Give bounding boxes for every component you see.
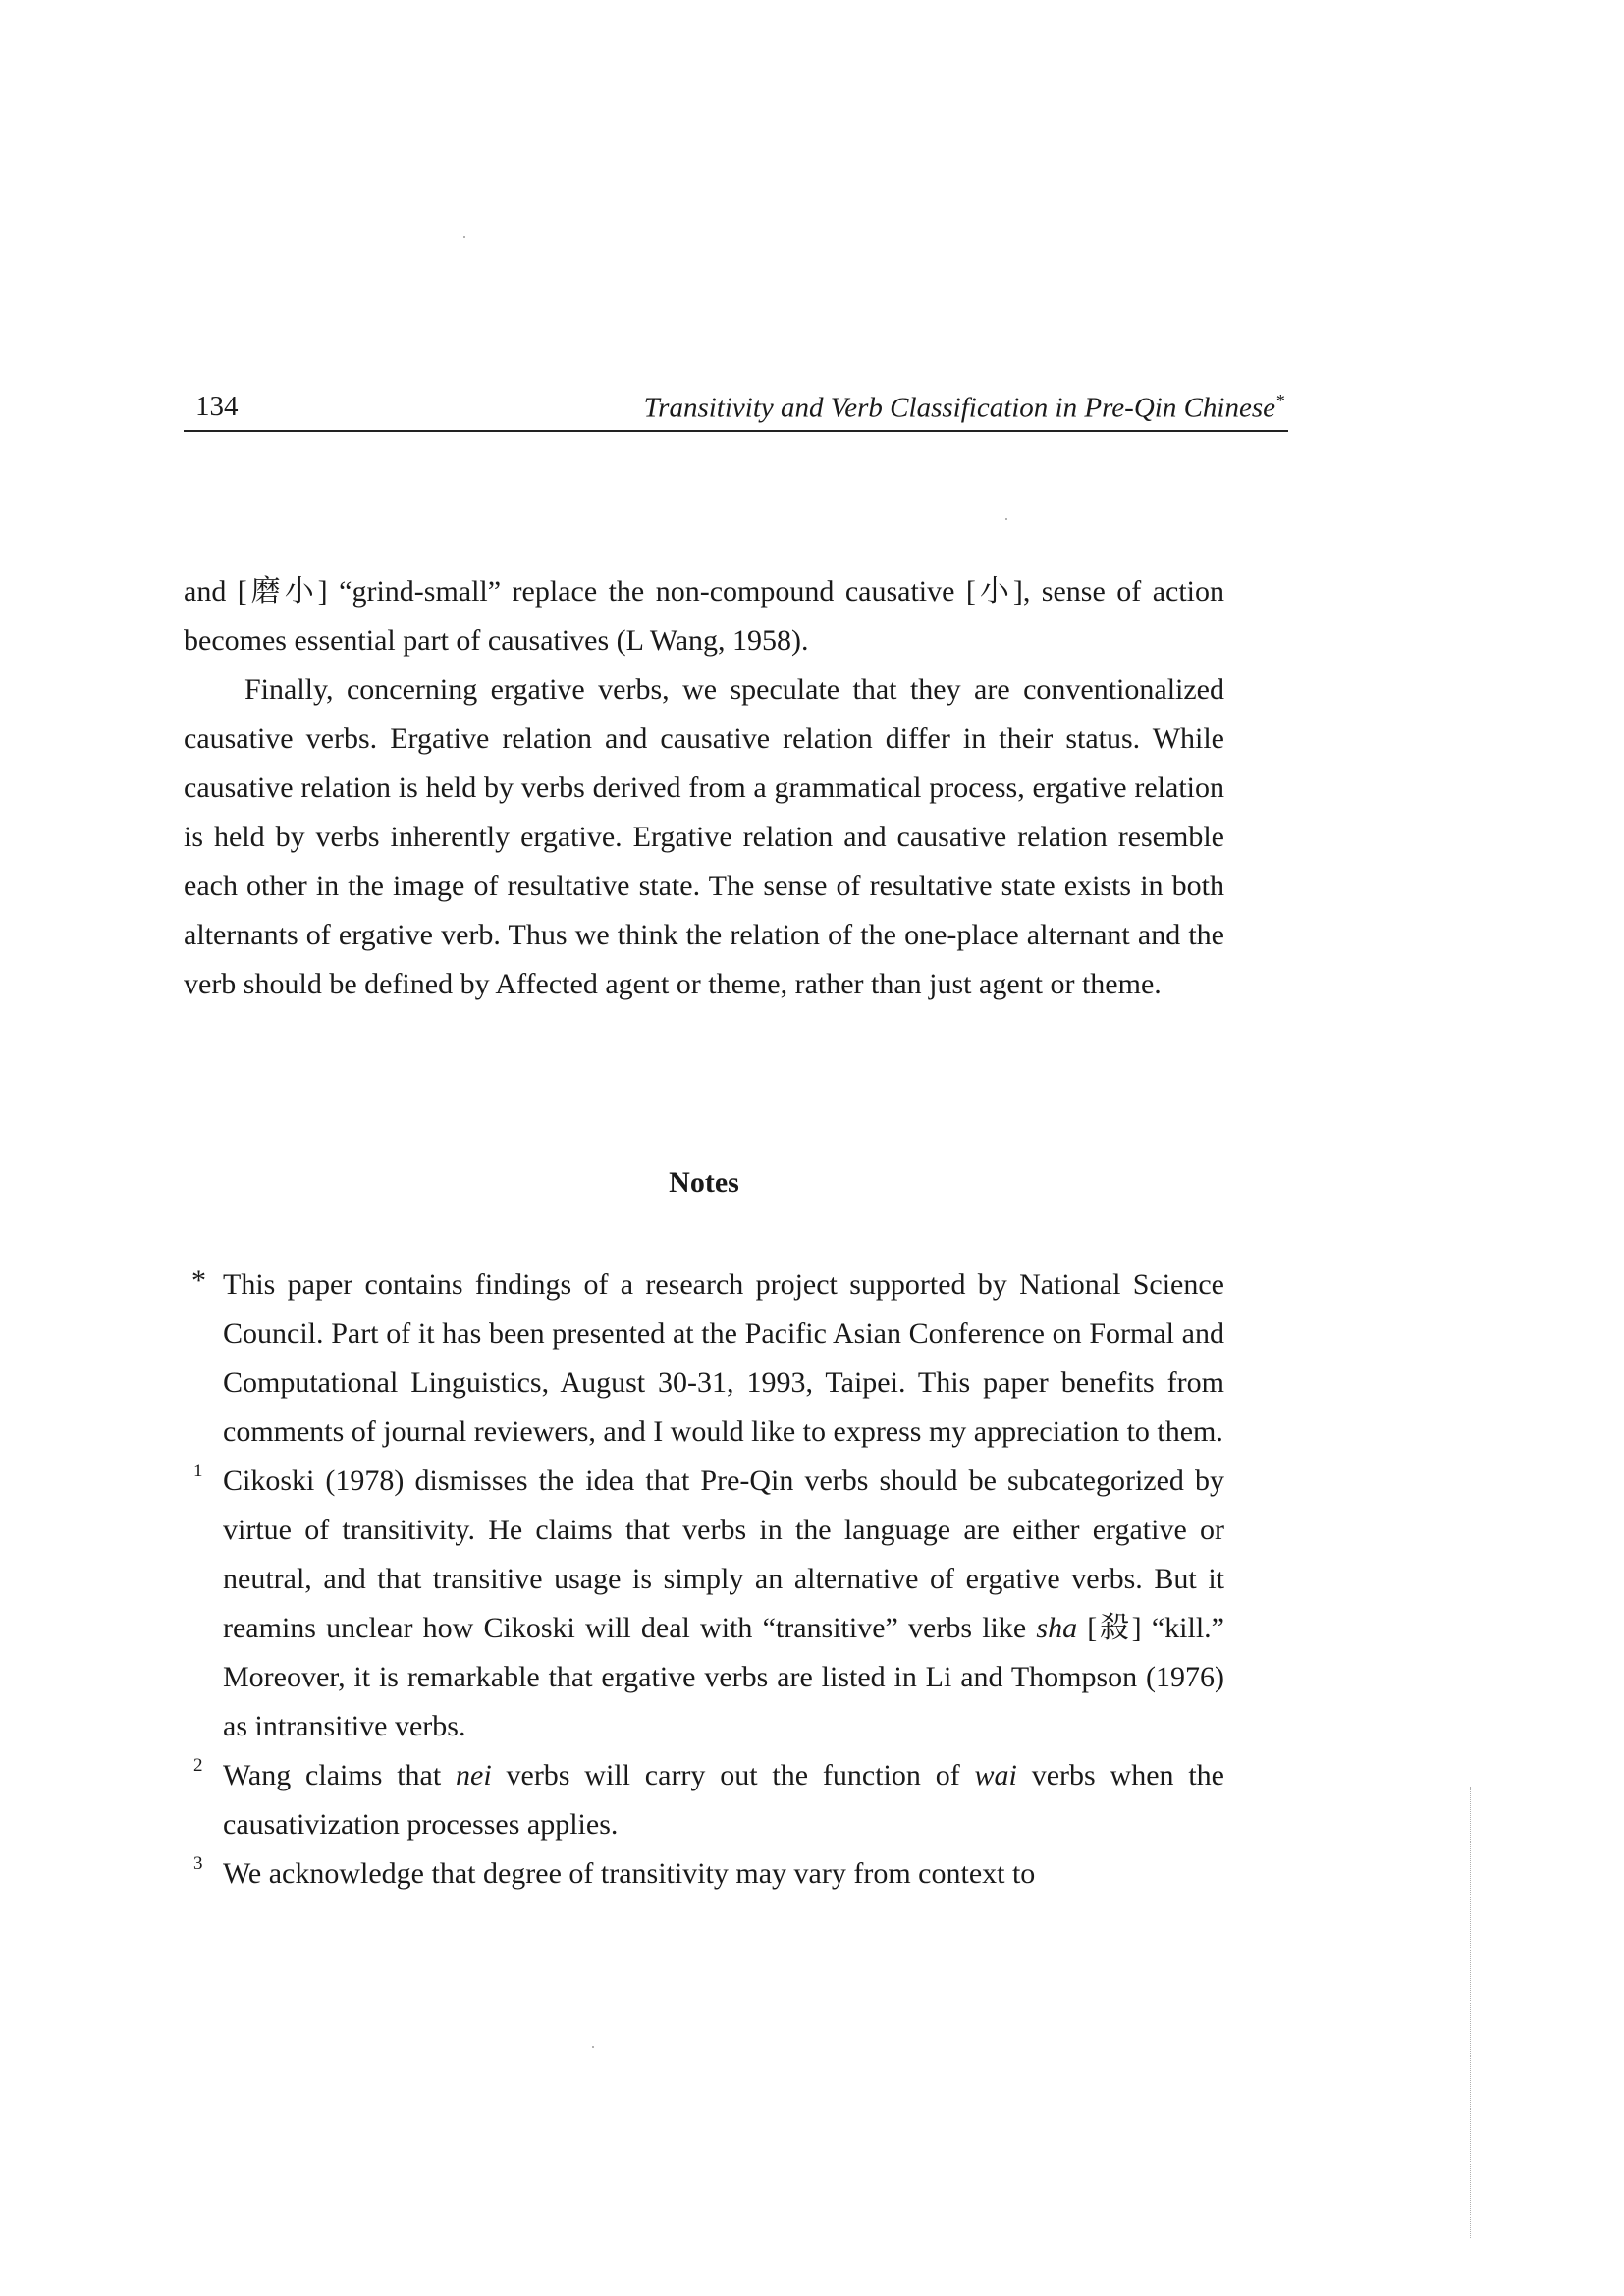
scan-margin-line — [1470, 1787, 1471, 2238]
page-number: 134 — [195, 391, 239, 422]
scan-speck — [463, 236, 465, 238]
note-star — [184, 1260, 1224, 1457]
note-italic-term: wai — [974, 1759, 1017, 1791]
note-text: Wang claims that — [223, 1759, 457, 1791]
paragraph-2: Finally, concerning ergative verbs, we speculate that they are conventionalized causative verbs. Ergative relation and causative relation differ in their status. While causative relation is held by verbs derived from a grammatical process, ergative relation is held by verbs inherently ergative. Ergative relation and causative relation resemble each other in the image of resultative state. The sense of resultative state exists in both alternants of ergative verb. Thus we think the relation of the one-place alternant and the verb should be defined by Affected agent or theme, rather than just agent or theme. — [184, 673, 1224, 1000]
note-text: We acknowledge that degree of transitivity may vary from context to — [223, 1857, 1036, 1890]
scan-speck — [1005, 518, 1007, 520]
notes-heading: Notes — [669, 1166, 739, 1199]
note-marker: 3 — [193, 1853, 203, 1874]
running-title-mark: * — [1275, 391, 1284, 410]
note-italic-term: nei — [456, 1759, 492, 1791]
notes-list — [184, 1260, 1224, 1898]
running-header — [184, 389, 1288, 432]
running-title-text: Transitivity and Verb Classification in Pre-Qin Chinese — [643, 392, 1275, 424]
running-title — [644, 391, 1284, 425]
note-marker: 2 — [193, 1755, 203, 1776]
note-text: verbs when the causativization processes applies. — [223, 1759, 1224, 1841]
note-italic-term: sha — [1036, 1612, 1078, 1644]
note-text: Cikoski (1978) dismisses the idea that Pre-Qin verbs should be subcategorized by virtue of transitivity. He claims that verbs in the language are either ergative or neutral, and that transitive usage is simply an alternative of ergative verbs. But it reamins unclear how Cikoski will deal with “transitive” verbs like — [223, 1465, 1224, 1644]
scan-speck — [592, 2046, 594, 2048]
note-text: verbs will carry out the function of — [491, 1759, 975, 1791]
note-marker: * — [191, 1264, 206, 1297]
note-text: This paper contains findings of a research project supported by National Science Council. Part of it has been presented at the Pacific Asian Conference on Formal and Computational Linguistics, August 30-31, 1993, Taipei. This paper benefits from comments of journal reviewers, and I would like to express my appreciation to them. — [223, 1268, 1224, 1448]
note-marker: 1 — [193, 1461, 203, 1481]
note-text: [殺] “kill.” Moreover, it is remarkable that ergative verbs are listed in Li and Thompson (1976) as intransitive verbs. — [223, 1612, 1224, 1742]
body-text — [184, 567, 1224, 1009]
note-2 — [184, 1751, 1224, 1849]
note-3 — [184, 1849, 1224, 1898]
note-1 — [184, 1457, 1224, 1751]
paragraph-1: and [磨小] “grind-small” replace the non-compound causative [小], sense of action becomes essential part of causatives (L Wang, 1958). — [184, 575, 1224, 657]
